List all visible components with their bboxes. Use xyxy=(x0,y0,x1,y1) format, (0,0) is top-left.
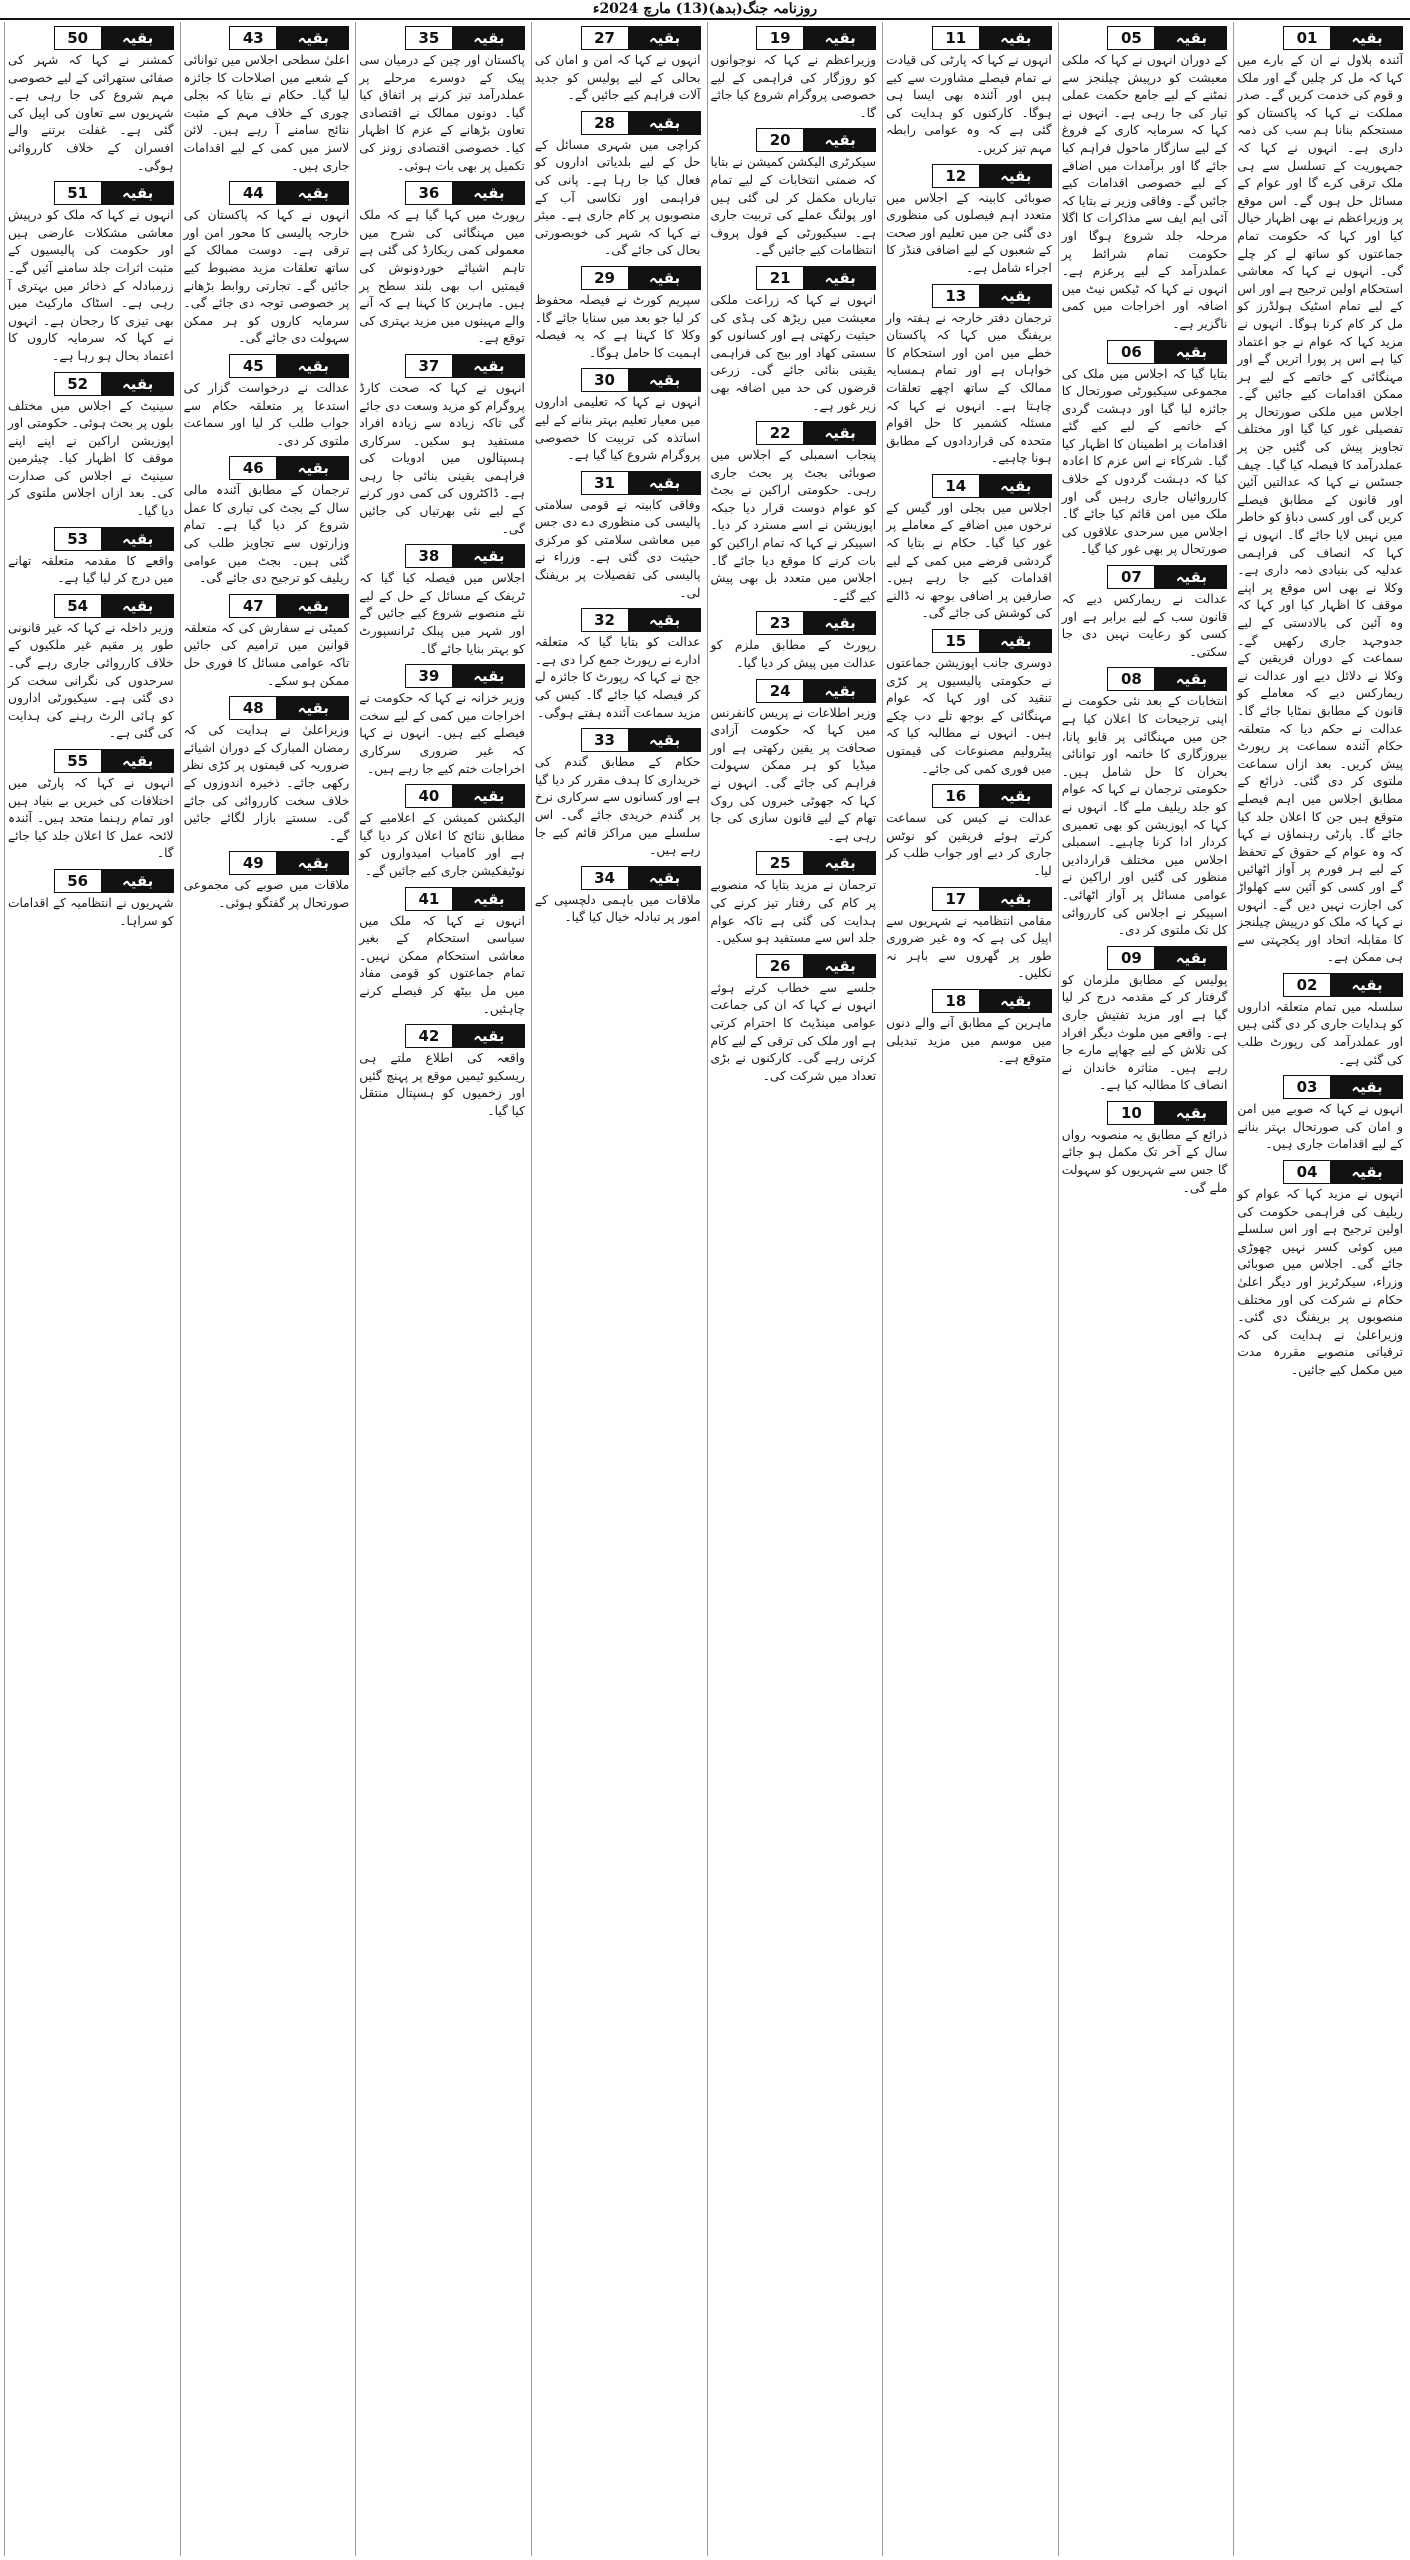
continuation-block xyxy=(535,266,701,362)
continuation-number: 17 xyxy=(932,887,980,911)
column-8 xyxy=(4,22,177,2556)
continuation-header xyxy=(1237,973,1403,997)
continuation-label: بقیہ xyxy=(980,284,1052,308)
continuation-header xyxy=(8,372,174,396)
continuation-label: بقیہ xyxy=(629,266,701,290)
continuation-header xyxy=(184,181,350,205)
continuation-block xyxy=(184,851,350,912)
continuation-text: واقعہ کی اطلاع ملتے ہی ریسکیو ٹیمیں موقع پر پہنچ گئیں اور زخمیوں کو ہسپتال منتقل کیا گیا۔ xyxy=(359,1051,525,1118)
continuation-text: صوبائی کابینہ کے اجلاس میں متعدد اہم فیصلوں کی منظوری دی گئی جن میں تعلیم اور صحت کے شعبوں کے لیے اضافی فنڈز کا اجراء شامل ہے۔ xyxy=(886,190,1052,275)
continuation-header xyxy=(711,266,877,290)
continuation-number: 02 xyxy=(1283,973,1331,997)
continuation-label: بقیہ xyxy=(1331,973,1403,997)
continuation-text: اجلاس میں بجلی اور گیس کے نرخوں میں اضافے کے معاملے پر غور کیا گیا۔ حکام نے بتایا کہ گردشی قرضے میں کمی کے لیے اقدامات کیے جا رہے ہیں۔ صارفین پر اضافی بوجھ نہ ڈالنے کی کوشش کی جائے گی۔ xyxy=(886,500,1052,621)
continuation-text: اجلاس میں فیصلہ کیا گیا کہ ٹریفک کے مسائل کے حل کے لیے نئے منصوبے شروع کیے جائیں گے اور شہر میں پبلک ٹرانسپورٹ کو بہتر بنایا جائے گا۔ xyxy=(359,571,525,656)
continuation-header xyxy=(535,866,701,890)
continuation-number: 35 xyxy=(405,26,453,50)
continuation-number: 40 xyxy=(405,784,453,808)
continuation-text: وزیر خزانہ نے کہا کہ حکومت نے اخراجات میں کمی کے لیے سخت فیصلے کیے ہیں۔ انہوں نے کہا کہ غیر ضروری سرکاری اخراجات ختم کیے جا رہے ہیں۔ xyxy=(359,691,525,776)
continuation-text: انہوں نے مزید کہا کہ عوام کو ریلیف کی فراہمی حکومت کی اولین ترجیح ہے اور اس سلسلے میں کوئی کسر نہیں چھوڑی جائے گی۔ اجلاس میں صوبائی وزراء، سیکرٹریز اور دیگر اعلیٰ حکام نے شرکت کی اور مختلف منصوبوں پر بریفنگ دی گئی۔ وزیراعلیٰ نے ہدایت کی کہ ترقیاتی منصوبے مقررہ مدت میں مکمل کیے جائیں۔ xyxy=(1237,1187,1403,1377)
continuation-text: وزیر داخلہ نے کہا کہ غیر قانونی طور پر مقیم غیر ملکیوں کے خلاف کارروائی جاری رہے گی۔ سرحدوں کی نگرانی سخت کر دی گئی ہے۔ سیکیورٹی اداروں کو ہائی الرٹ رہنے کی ہدایت کی گئی ہے۔ xyxy=(8,620,174,741)
continuation-label: بقیہ xyxy=(1155,26,1227,50)
continuation-label: بقیہ xyxy=(453,26,525,50)
continuation-text: ذرائع کے مطابق یہ منصوبہ رواں سال کے آخر تک مکمل ہو جائے گا جس سے شہریوں کو سہولت ملے گی۔ xyxy=(1061,1127,1228,1195)
continuation-header xyxy=(184,26,350,50)
continuation-number: 11 xyxy=(932,26,980,50)
continuation-header xyxy=(8,26,174,50)
continuation-block xyxy=(886,474,1052,623)
continuation-number: 25 xyxy=(756,851,804,875)
continuation-label: بقیہ xyxy=(1331,1075,1403,1099)
continuation-number: 39 xyxy=(405,664,453,688)
column-5 xyxy=(531,22,704,2556)
continuation-header xyxy=(1237,26,1403,50)
continuation-number: 10 xyxy=(1107,1101,1155,1125)
continuation-text: انہوں نے کہا کہ صوبے میں امن و امان کی صورتحال بہتر بنانے کے لیے اقدامات جاری ہیں۔ xyxy=(1237,1102,1403,1152)
continuation-block xyxy=(535,471,701,603)
continuation-text: انہوں نے کہا کہ ملک میں سیاسی استحکام کے بغیر معاشی استحکام ممکن نہیں۔ تمام جماعتوں کو قومی مفاد میں مل بیٹھ کر فیصلے کرنے چاہئیں۔ xyxy=(359,913,525,1016)
continuation-number: 49 xyxy=(229,851,277,875)
continuation-header xyxy=(886,629,1052,653)
continuation-block xyxy=(886,784,1052,880)
continuation-label: بقیہ xyxy=(102,181,174,205)
continuation-text: مقامی انتظامیہ نے شہریوں سے اپیل کی ہے کہ وہ غیر ضروری طور پر گھروں سے باہر نہ نکلیں۔ xyxy=(886,913,1052,981)
continuation-text: پاکستان اور چین کے درمیان سی پیک کے دوسرے مرحلے پر عملدرآمد تیز کرنے پر اتفاق کیا گیا۔ دونوں ممالک نے اقتصادی تعاون بڑھانے کے عزم کا اظہار کیا۔ خصوصی اقتصادی زونز کی تکمیل پر بھی بات ہوئی۔ xyxy=(359,53,525,173)
continuation-number: 47 xyxy=(229,594,277,618)
continuation-text: ترجمان کے مطابق آئندہ مالی سال کے بجٹ کی تیاری کا عمل شروع کر دیا گیا ہے۔ تمام وزارتوں سے تجاویز طلب کی گئی ہیں۔ بجٹ میں عوامی ریلیف کو ترجیح دی جائے گی۔ xyxy=(183,483,350,586)
continuation-block xyxy=(359,181,525,348)
continuation-text: اعلیٰ سطحی اجلاس میں توانائی کے شعبے میں اصلاحات کا جائزہ لیا گیا۔ حکام نے بتایا کہ بجلی چوری کے خلاف مہم کے مثبت نتائج سامنے آ رہے ہیں۔ لائن لاسز میں کمی کے لیے اقدامات جاری ہیں۔ xyxy=(183,53,350,173)
continuation-number: 50 xyxy=(54,26,102,50)
continuation-text: انہوں نے کہا کہ امن و امان کی بحالی کے لیے پولیس کو جدید آلات فراہم کیے جائیں گے۔ xyxy=(534,53,701,103)
continuation-header xyxy=(535,266,701,290)
continuation-label: بقیہ xyxy=(804,851,876,875)
continuation-text: رپورٹ میں کہا گیا ہے کہ ملک میں مہنگائی کی شرح میں معمولی کمی ریکارڈ کی گئی ہے تاہم اشیائے خوردونوش کی قیمتیں اب بھی بلند سطح پر ہیں۔ ماہرین کا کہنا ہے کہ آنے والے مہینوں میں مزید بہتری کی توقع ہے۔ xyxy=(359,208,525,346)
continuation-block xyxy=(535,26,701,105)
continuation-label: بقیہ xyxy=(453,887,525,911)
continuation-header xyxy=(535,471,701,495)
continuation-label: بقیہ xyxy=(453,784,525,808)
continuation-label: بقیہ xyxy=(453,354,525,378)
continuation-text: حکام کے مطابق گندم کی خریداری کا ہدف مقرر کر دیا گیا ہے اور کسانوں سے سرکاری نرخ پر گندم خریدی جائے گی۔ اس سلسلے میں مراکز قائم کیے جا رہے ہیں۔ xyxy=(534,755,701,858)
continuation-number: 33 xyxy=(581,728,629,752)
continuation-number: 05 xyxy=(1107,26,1155,50)
date-line: روزنامہ جنگ(بدھ)(13) مارچ 2024ء xyxy=(0,0,1410,20)
continuation-header xyxy=(886,284,1052,308)
continuation-block xyxy=(886,989,1052,1068)
continuation-label: بقیہ xyxy=(102,372,174,396)
continuation-block xyxy=(535,608,701,722)
continuation-block xyxy=(886,284,1052,468)
continuation-number: 08 xyxy=(1107,667,1155,691)
continuation-number: 20 xyxy=(756,128,804,152)
continuation-block xyxy=(1237,1075,1403,1154)
continuation-label: بقیہ xyxy=(277,696,349,720)
continuation-label: بقیہ xyxy=(453,664,525,688)
continuation-header xyxy=(711,851,877,875)
continuation-text: آئندہ بلاول نے ان کے بارے میں کہا کہ مل کر چلیں گے اور ملک و قوم کی خدمت کریں گے۔ صدر مملکت نے کہا کہ پاکستان کو مستحکم بنانا ہم سب کی ذمہ داری ہے۔ انہوں نے کہا کہ جمہوریت کے تسلسل سے ہی ملک ترقی کرے گا اور عوام کے مسائل حل ہوں گے۔ اس موقع پر وزیراعظم نے بھی اظہار خیال کیا اور کہا کہ حکومت تمام جماعتوں کو ساتھ لے کر چلے گی۔ انہوں نے کہا کہ معاشی استحکام اولین ترجیح ہے اور اس کے لیے تمام اسٹیک ہولڈرز کو مل کر کام کرنا ہوگا۔ انہوں نے مزید کہا کہ عوام نے جو اعتماد کیا ہے اس پر پورا اتریں گے اور مہنگائی کے خاتمے کے لیے ہر ممکن اقدامات کیے جائیں گے۔ اجلاس میں ملکی صورتحال پر تفصیلی غور کیا گیا اور مختلف تجاویز پیش کی گئیں جن پر عملدرآمد کا فیصلہ کیا گیا۔ چیف جسٹس نے کہا کہ عدالتیں آئین اور قانون کے مطابق فیصلے کریں گی اور کسی دباؤ کو خاطر میں نہیں لایا جائے گا۔ انہوں نے کہا کہ انصاف کی فراہمی عدلیہ کی بنیادی ذمہ داری ہے۔ وکلا نے بھی اس موقع پر اپنے موقف کا اظہار کیا اور کہا کہ وہ آئین کی بالادستی کے لیے جدوجہد جاری رکھیں گے۔ سماعت کے دوران فریقین کے وکلا نے دلائل دیے اور عدالت نے ریمارکس دیے کہ معاملے کو قانون کے مطابق نمٹایا جائے گا۔ عدالت نے حکم دیا کہ متعلقہ حکام آئندہ سماعت پر رپورٹ پیش کریں۔ بعد ازاں سماعت ملتوی کر دی گئی۔ ذرائع کے مطابق اجلاس میں اہم فیصلے متوقع ہیں جن کا اعلان جلد کیا جائے گا۔ پارٹی رہنماؤں نے کہا کہ وہ عوام کے حقوق کے تحفظ کے لیے ہر فورم پر آواز اٹھائیں گے اور کسی کو آئین سے کھلواڑ کی اجازت نہیں دیں گے۔ انہوں نے کہا کہ ملک کو درپیش چیلنجز کا مقابلہ اتحاد اور یکجہتی سے ہی ممکن ہے۔ xyxy=(1237,53,1403,965)
continuation-label: بقیہ xyxy=(980,629,1052,653)
continuation-label: بقیہ xyxy=(629,26,701,50)
continuation-text: وزیر اطلاعات نے پریس کانفرنس میں کہا کہ حکومت آزادی صحافت پر یقین رکھتی ہے اور میڈیا کو ہر ممکن سہولت فراہم کی جائے گی۔ انہوں نے کہا کہ جھوٹی خبروں کی روک تھام کے لیے قانون سازی کی جا رہی ہے۔ xyxy=(710,705,877,843)
continuation-text: سیکرٹری الیکشن کمیشن نے بتایا کہ ضمنی انتخابات کے لیے تمام تیاریاں مکمل کر لی گئی ہیں اور پولنگ عملے کی تربیت جاری ہے۔ سیکیورٹی کے فول پروف انتظامات کیے جائیں گے۔ xyxy=(710,155,877,258)
continuation-label: بقیہ xyxy=(629,608,701,632)
continuation-block xyxy=(184,354,350,450)
continuation-header xyxy=(535,111,701,135)
continuation-number: 34 xyxy=(581,866,629,890)
continuation-block xyxy=(711,128,877,260)
continuation-label: بقیہ xyxy=(1155,946,1227,970)
continuation-text: انہوں نے کہا کہ تعلیمی اداروں میں معیار تعلیم بہتر بنانے کے لیے اساتذہ کی تربیت کا خصوصی پروگرام شروع کیا گیا ہے۔ xyxy=(534,395,701,463)
continuation-header xyxy=(535,728,701,752)
continuation-text: عدالت نے درخواست گزار کی استدعا پر متعلقہ حکام سے جواب طلب کر لیا اور سماعت ملتوی کر دی۔ xyxy=(183,380,350,448)
continuation-number: 15 xyxy=(932,629,980,653)
continuation-block xyxy=(184,26,350,175)
continuation-label: بقیہ xyxy=(629,728,701,752)
continuation-number: 06 xyxy=(1107,340,1155,364)
continuation-header xyxy=(886,26,1052,50)
continuation-text: ترجمان نے مزید بتایا کہ منصوبے پر کام کی رفتار تیز کرنے کی ہدایت کی گئی ہے تاکہ عوام جلد اس سے مستفید ہو سکیں۔ xyxy=(710,878,877,946)
continuation-block xyxy=(359,26,525,175)
continuation-number: 01 xyxy=(1283,26,1331,50)
continuation-header xyxy=(886,784,1052,808)
continuation-header xyxy=(711,611,877,635)
continuation-block xyxy=(1237,973,1403,1069)
continuation-block xyxy=(8,372,174,521)
continuation-label: بقیہ xyxy=(980,784,1052,808)
continuation-header xyxy=(1062,667,1228,691)
column-7 xyxy=(180,22,353,2556)
continuation-number: 07 xyxy=(1107,565,1155,589)
continuation-header xyxy=(8,181,174,205)
continuation-block xyxy=(184,456,350,588)
continuation-number: 12 xyxy=(932,164,980,188)
continuation-number: 48 xyxy=(229,696,277,720)
continuation-label: بقیہ xyxy=(804,679,876,703)
continuation-text: جلسے سے خطاب کرتے ہوئے انہوں نے کہا کہ ان کی جماعت عوامی مینڈیٹ کا احترام کرتی ہے اور ملک کی ترقی کے لیے کام کرتی رہے گی۔ کارکنوں نے بڑی تعداد میں شرکت کی۔ xyxy=(710,980,877,1083)
continuation-label: بقیہ xyxy=(980,164,1052,188)
continuation-header xyxy=(535,26,701,50)
continuation-header xyxy=(711,26,877,50)
continuation-block xyxy=(711,266,877,415)
continuation-block xyxy=(535,111,701,260)
continuation-label: بقیہ xyxy=(629,471,701,495)
continuation-number: 41 xyxy=(405,887,453,911)
continuation-label: بقیہ xyxy=(980,887,1052,911)
continuation-block xyxy=(711,26,877,122)
continuation-text: کے دوران انہوں نے کہا کہ ملکی معیشت کو درپیش چیلنجز سے نمٹنے کے لیے جامع حکمت عملی تیار کی جا رہی ہے۔ انہوں نے کہا کہ سرمایہ کاری کے فروغ کے لیے سازگار ماحول فراہم کیا جائے گا اور برآمدات میں اضافے کے لیے خصوصی اقدامات کیے جائیں گے۔ وفاقی وزیر نے بتایا کہ آئی ایم ایف سے مذاکرات کا اگلا مرحلہ جلد شروع ہوگا اور حکومت تمام شرائط پر عملدرآمد کے لیے پرعزم ہے۔ انہوں نے کہا کہ ٹیکس نیٹ میں اضافہ اور اخراجات میں کمی ناگزیر ہے۔ xyxy=(1061,53,1228,331)
continuation-header xyxy=(1062,340,1228,364)
continuation-block xyxy=(8,749,174,863)
continuation-label: بقیہ xyxy=(629,866,701,890)
continuation-text: الیکشن کمیشن کے اعلامیے کے مطابق نتائج کا اعلان کر دیا گیا ہے اور کامیاب امیدواروں کو نوٹیفکیشن جاری کیے جائیں گے۔ xyxy=(359,811,525,878)
continuation-block xyxy=(184,594,350,690)
continuation-label: بقیہ xyxy=(1331,26,1403,50)
continuation-label: بقیہ xyxy=(980,26,1052,50)
continuation-text: سینیٹ کے اجلاس میں مختلف بلوں پر بحث ہوئی۔ حکومتی اور اپوزیشن اراکین نے اپنے اپنے موقف کا اظہار کیا۔ چیئرمین سینیٹ نے اجلاس کی صدارت کی۔ بعد ازاں اجلاس ملتوی کر دیا گیا۔ xyxy=(8,398,174,519)
continuation-block xyxy=(535,728,701,860)
continuation-label: بقیہ xyxy=(277,354,349,378)
column-4 xyxy=(707,22,880,2556)
continuation-text: وزیراعلیٰ نے ہدایت کی کہ رمضان المبارک کے دوران اشیائے ضروریہ کی قیمتوں پر کڑی نظر رکھی جائے۔ ذخیرہ اندوزوں کے خلاف سخت کارروائی کی جائے گی۔ سستے بازار لگائے جائیں گے۔ xyxy=(183,723,350,843)
continuation-block xyxy=(711,611,877,672)
continuation-number: 18 xyxy=(932,989,980,1013)
continuation-number: 46 xyxy=(229,456,277,480)
continuation-block xyxy=(184,696,350,845)
continuation-label: بقیہ xyxy=(804,26,876,50)
continuation-label: بقیہ xyxy=(277,594,349,618)
continuation-text: انہوں نے کہا کہ پاکستان کی خارجہ پالیسی کا محور امن اور ترقی ہے۔ دوست ممالک کے ساتھ تعلقات مزید مضبوط کیے جائیں گے۔ تجارتی روابط بڑھانے پر خصوصی توجہ دی جائے گی۔ سرمایہ کاروں کو ہر ممکن سہولت دی جائے گی۔ xyxy=(183,208,350,346)
continuation-label: بقیہ xyxy=(453,181,525,205)
continuation-label: بقیہ xyxy=(453,544,525,568)
continuation-number: 03 xyxy=(1283,1075,1331,1099)
continuation-header xyxy=(886,164,1052,188)
continuation-block xyxy=(8,869,174,930)
continuation-text: پولیس کے مطابق ملزمان کو گرفتار کر کے مقدمہ درج کر لیا گیا ہے اور مزید تفتیش جاری ہے۔ واقعے میں ملوث دیگر افراد کی تلاش کے لیے چھاپے مارے جا رہے ہیں۔ متاثرہ خاندان نے انصاف کا مطالبہ کیا ہے۔ xyxy=(1061,972,1228,1093)
continuation-label: بقیہ xyxy=(804,128,876,152)
continuation-number: 53 xyxy=(54,527,102,551)
continuation-number: 51 xyxy=(54,181,102,205)
continuation-block xyxy=(711,851,877,947)
continuation-block xyxy=(711,679,877,846)
continuation-header xyxy=(535,608,701,632)
continuation-text: انتخابات کے بعد نئی حکومت نے اپنی ترجیحات کا اعلان کیا ہے جن میں مہنگائی پر قابو پانا، بیروزگاری کا خاتمہ اور توانائی بحران کا حل شامل ہیں۔ حکومتی ترجمان نے کہا کہ عوام کو جلد ریلیف ملے گا۔ انہوں نے کہا کہ اپوزیشن کو بھی تعمیری کردار ادا کرنا چاہیے۔ اسمبلی اجلاس میں مختلف قراردادیں منظور کی گئیں اور اراکین نے عوامی مسائل پر آواز اٹھائی۔ اسپیکر نے اجلاس کی کارروائی کل تک ملتوی کر دی۔ xyxy=(1061,694,1228,938)
continuation-header xyxy=(184,594,350,618)
continuation-text: ملاقات میں صوبے کی مجموعی صورتحال پر گفتگو ہوئی۔ xyxy=(183,878,350,910)
continuation-label: بقیہ xyxy=(1155,340,1227,364)
continuation-header xyxy=(8,869,174,893)
continuation-text: عدالت نے کیس کی سماعت کرتے ہوئے فریقین کو نوٹس جاری کر دیے اور جواب طلب کر لیا۔ xyxy=(886,811,1052,878)
continuation-block xyxy=(535,368,701,464)
continuation-header xyxy=(184,354,350,378)
continuation-block xyxy=(886,887,1052,983)
continuation-number: 27 xyxy=(581,26,629,50)
continuation-number: 21 xyxy=(756,266,804,290)
continuation-label: بقیہ xyxy=(629,368,701,392)
continuation-header xyxy=(1062,565,1228,589)
continuation-number: 04 xyxy=(1283,1160,1331,1184)
continuation-text: کراچی میں شہری مسائل کے حل کے لیے بلدیاتی اداروں کو فعال کیا جا رہا ہے۔ پانی کی فراہمی اور نکاسی آب کے منصوبوں پر کام جاری ہے۔ میئر نے کہا کہ شہر کی خوبصورتی بحال کی جائے گی۔ xyxy=(534,137,701,258)
continuation-text: عدالت نے ریمارکس دیے کہ قانون سب کے لیے برابر ہے اور کسی کو رعایت نہیں دی جا سکتی۔ xyxy=(1061,592,1228,659)
continuation-header xyxy=(8,749,174,773)
continuation-text: رپورٹ کے مطابق ملزم کو عدالت میں پیش کر دیا گیا۔ xyxy=(710,638,877,671)
continuation-block xyxy=(8,527,174,588)
continuation-block xyxy=(359,544,525,658)
continuation-label: بقیہ xyxy=(102,869,174,893)
continuation-block xyxy=(886,629,1052,778)
continuation-label: بقیہ xyxy=(804,421,876,445)
continuation-number: 42 xyxy=(405,1024,453,1048)
continuation-block xyxy=(359,1024,525,1120)
continuation-text: انہوں نے کہا کہ زراعت ملکی معیشت میں ریڑھ کی ہڈی کی حیثیت رکھتی ہے اور کسانوں کو سستی کھاد اور بیج کی فراہمی یقینی بنائی جائے گی۔ زرعی قرضوں کی حد میں اضافہ بھی زیر غور ہے۔ xyxy=(710,292,877,413)
continuation-block xyxy=(1237,26,1403,967)
continuation-text: ماہرین کے مطابق آنے والے دنوں میں موسم میں مزید تبدیلی متوقع ہے۔ xyxy=(886,1015,1052,1066)
continuation-header xyxy=(359,26,525,50)
continuation-label: بقیہ xyxy=(1155,565,1227,589)
continuation-number: 23 xyxy=(756,611,804,635)
continuation-block xyxy=(1062,340,1228,560)
column-3 xyxy=(882,22,1055,2556)
continuation-block xyxy=(359,784,525,880)
continuation-number: 16 xyxy=(932,784,980,808)
continuation-text: انہوں نے کہا کہ ملک کو درپیش معاشی مشکلات عارضی ہیں اور حکومت کی پالیسیوں کے مثبت اثرات جلد سامنے آئیں گے۔ زرمبادلہ کے ذخائر میں بہتری آ رہی ہے۔ اسٹاک مارکیٹ میں بھی تیزی کا رجحان ہے۔ انہوں نے کہا کہ سرمایہ کاروں کا اعتماد بحال ہو رہا ہے۔ xyxy=(8,208,174,363)
continuation-label: بقیہ xyxy=(804,954,876,978)
continuation-label: بقیہ xyxy=(980,474,1052,498)
continuation-label: بقیہ xyxy=(102,26,174,50)
continuation-block xyxy=(886,164,1052,278)
continuation-label: بقیہ xyxy=(102,594,174,618)
continuation-header xyxy=(711,954,877,978)
continuation-number: 37 xyxy=(405,354,453,378)
continuation-number: 43 xyxy=(229,26,277,50)
continuation-header xyxy=(359,784,525,808)
continuation-number: 31 xyxy=(581,471,629,495)
columns-container xyxy=(4,22,1406,2556)
continuation-number: 19 xyxy=(756,26,804,50)
continuation-block xyxy=(1062,565,1228,661)
continuation-number: 28 xyxy=(581,111,629,135)
continuation-block xyxy=(535,866,701,927)
continuation-header xyxy=(359,1024,525,1048)
continuation-header xyxy=(886,989,1052,1013)
continuation-number: 29 xyxy=(581,266,629,290)
continuation-header xyxy=(184,851,350,875)
continuation-text: سپریم کورٹ نے فیصلہ محفوظ کر لیا جو بعد میں سنایا جائے گا۔ وکلا کا کہنا ہے کہ یہ فیصلہ اہمیت کا حامل ہوگا۔ xyxy=(534,292,701,360)
continuation-text: انہوں نے کہا کہ پارٹی میں اختلافات کی خبریں بے بنیاد ہیں اور تمام رہنما متحد ہیں۔ آئندہ لائحہ عمل کا اعلان جلد کیا جائے گا۔ xyxy=(8,776,174,861)
continuation-label: بقیہ xyxy=(102,749,174,773)
continuation-number: 45 xyxy=(229,354,277,378)
continuation-text: ترجمان دفتر خارجہ نے ہفتہ وار بریفنگ میں کہا کہ پاکستان خطے میں امن اور استحکام کا خواہاں ہے اور تمام ہمسایہ ممالک کے ساتھ اچھے تعلقات چاہتا ہے۔ انہوں نے کہا کہ مسئلہ کشمیر کا حل اقوام متحدہ کی قراردادوں کے مطابق ہونا چاہیے۔ xyxy=(886,310,1052,466)
continuation-header xyxy=(8,594,174,618)
continuation-header xyxy=(711,421,877,445)
continuation-header xyxy=(535,368,701,392)
continuation-number: 30 xyxy=(581,368,629,392)
continuation-text: بتایا گیا کہ اجلاس میں ملک کی مجموعی سیکیورٹی صورتحال کا جائزہ لیا گیا اور دہشت گردی کے خاتمے کے لیے کیے گئے اقدامات پر اطمینان کا اظہار کیا گیا۔ شرکاء نے اس عزم کا اعادہ کیا کہ دہشت گردوں کے خلاف کارروائیاں جاری رہیں گی اور ملک میں امن قائم کیا جائے گا۔ اجلاس میں سرحدی علاقوں کی صورتحال پر بھی غور کیا گیا۔ xyxy=(1061,366,1228,557)
continuation-header xyxy=(359,544,525,568)
continuation-block xyxy=(1062,946,1228,1095)
continuation-number: 26 xyxy=(756,954,804,978)
continuation-header xyxy=(1062,26,1228,50)
continuation-label: بقیہ xyxy=(1155,667,1227,691)
continuation-header xyxy=(1237,1160,1403,1184)
column-1 xyxy=(1233,22,1406,2556)
continuation-header xyxy=(184,696,350,720)
continuation-block xyxy=(711,421,877,605)
continuation-number: 54 xyxy=(54,594,102,618)
continuation-block xyxy=(8,26,174,175)
continuation-header xyxy=(359,181,525,205)
continuation-block xyxy=(1237,1160,1403,1380)
continuation-block xyxy=(184,181,350,348)
continuation-text: انہوں نے کہا کہ پارٹی کی قیادت نے تمام فیصلے مشاورت سے کیے ہیں اور آئندہ بھی ایسا ہی ہوگا۔ کارکنوں کو ہدایت کی گئی ہے کہ وہ عوامی رابطہ مہم تیز کریں۔ xyxy=(886,53,1052,155)
continuation-label: بقیہ xyxy=(277,456,349,480)
continuation-text: سلسلہ میں تمام متعلقہ اداروں کو ہدایات جاری کر دی گئی ہیں اور عملدرآمد کی رپورٹ طلب کی گئی ہے۔ xyxy=(1237,999,1403,1067)
continuation-text: وفاقی کابینہ نے قومی سلامتی پالیسی کی منظوری دے دی جس میں معاشی سلامتی کو مرکزی حیثیت دی گئی ہے۔ وزراء نے پالیسی کی تفصیلات پر بریفنگ لی۔ xyxy=(534,497,701,600)
continuation-header xyxy=(886,887,1052,911)
continuation-number: 55 xyxy=(54,749,102,773)
continuation-number: 32 xyxy=(581,608,629,632)
continuation-block xyxy=(359,887,525,1019)
continuation-header xyxy=(1062,1101,1228,1125)
continuation-text: دوسری جانب اپوزیشن جماعتوں نے حکومتی پالیسیوں پر کڑی تنقید کی اور کہا کہ عوام مہنگائی کے بوجھ تلے دب چکے ہیں۔ انہوں نے مطالبہ کیا کہ پیٹرولیم مصنوعات کی قیمتوں میں فوری کمی کی جائے۔ xyxy=(886,656,1052,776)
continuation-header xyxy=(359,887,525,911)
continuation-number: 56 xyxy=(54,869,102,893)
continuation-header xyxy=(184,456,350,480)
continuation-header xyxy=(8,527,174,551)
continuation-text: ملاقات میں باہمی دلچسپی کے امور پر تبادلہ خیال کیا گیا۔ xyxy=(534,892,701,925)
continuation-header xyxy=(359,664,525,688)
continuation-label: بقیہ xyxy=(804,266,876,290)
continuation-block xyxy=(359,354,525,538)
continuation-label: بقیہ xyxy=(804,611,876,635)
continuation-header xyxy=(711,679,877,703)
continuation-number: 36 xyxy=(405,181,453,205)
continuation-block xyxy=(1062,26,1228,334)
continuation-text: کمشنر نے کہا کہ شہر کی صفائی ستھرائی کے لیے خصوصی مہم شروع کی جا رہی ہے۔ شہریوں سے تعاون کی اپیل کی گئی ہے۔ غفلت برتنے والے افسران کے خلاف کارروائی ہوگی۔ xyxy=(8,53,174,173)
continuation-number: 09 xyxy=(1107,946,1155,970)
continuation-number: 22 xyxy=(756,421,804,445)
continuation-label: بقیہ xyxy=(1155,1101,1227,1125)
continuation-block xyxy=(1062,667,1228,939)
continuation-text: شہریوں نے انتظامیہ کے اقدامات کو سراہا۔ xyxy=(8,895,174,928)
continuation-number: 14 xyxy=(932,474,980,498)
continuation-label: بقیہ xyxy=(102,527,174,551)
continuation-header xyxy=(886,474,1052,498)
continuation-header xyxy=(359,354,525,378)
continuation-label: بقیہ xyxy=(980,989,1052,1013)
continuation-number: 52 xyxy=(54,372,102,396)
continuation-block xyxy=(1062,1101,1228,1197)
continuation-header xyxy=(1237,1075,1403,1099)
continuation-number: 24 xyxy=(756,679,804,703)
continuation-block xyxy=(359,664,525,778)
continuation-number: 44 xyxy=(229,181,277,205)
continuation-label: بقیہ xyxy=(277,851,349,875)
continuation-text: کمیٹی نے سفارش کی کہ متعلقہ قوانین میں ترامیم کی جائیں تاکہ عوامی مسائل کا فوری حل ممکن ہو سکے۔ xyxy=(183,620,350,688)
continuation-label: بقیہ xyxy=(629,111,701,135)
continuation-label: بقیہ xyxy=(277,181,349,205)
continuation-block xyxy=(711,954,877,1086)
continuation-number: 38 xyxy=(405,544,453,568)
continuation-number: 13 xyxy=(932,284,980,308)
continuation-text: انہوں نے کہا کہ صحت کارڈ پروگرام کو مزید وسعت دی جائے گی تاکہ زیادہ سے زیادہ افراد مستفید ہو سکیں۔ سرکاری ہسپتالوں میں ادویات کی فراہمی یقینی بنائی جا رہی ہے۔ ڈاکٹروں کی کمی دور کرنے کے لیے نئی بھرتیاں کی جائیں گی۔ xyxy=(359,380,525,536)
column-6 xyxy=(355,22,528,2556)
continuation-text: پنجاب اسمبلی کے اجلاس میں صوبائی بجٹ پر بحث جاری رہی۔ حکومتی اراکین نے بجٹ کو عوام دوست قرار دیا جبکہ اپوزیشن نے اسے مسترد کر دیا۔ اسپیکر نے کہا کہ تمام اراکین کو بات کرنے کا موقع دیا جائے گا۔ اجلاس میں متعدد بل بھی پیش کیے گئے۔ xyxy=(710,448,877,603)
continuation-text: عدالت کو بتایا گیا کہ متعلقہ ادارے نے رپورٹ جمع کرا دی ہے۔ جج نے کہا کہ رپورٹ کا جائزہ لے کر فیصلہ کیا جائے گا۔ کیس کی مزید سماعت آئندہ ہفتے ہوگی۔ xyxy=(534,635,701,720)
continuation-block xyxy=(8,594,174,743)
continuation-block xyxy=(8,181,174,365)
continuation-block xyxy=(886,26,1052,158)
continuation-text: واقعے کا مقدمہ متعلقہ تھانے میں درج کر لیا گیا ہے۔ xyxy=(8,553,174,586)
continuation-header xyxy=(711,128,877,152)
continuation-label: بقیہ xyxy=(453,1024,525,1048)
continuation-label: بقیہ xyxy=(1331,1160,1403,1184)
column-2 xyxy=(1058,22,1231,2556)
continuation-label: بقیہ xyxy=(277,26,349,50)
continuation-header xyxy=(1062,946,1228,970)
continuation-text: وزیراعظم نے کہا کہ نوجوانوں کو روزگار کی فراہمی کے لیے خصوصی پروگرام شروع کیا جائے گا۔ xyxy=(710,53,877,120)
